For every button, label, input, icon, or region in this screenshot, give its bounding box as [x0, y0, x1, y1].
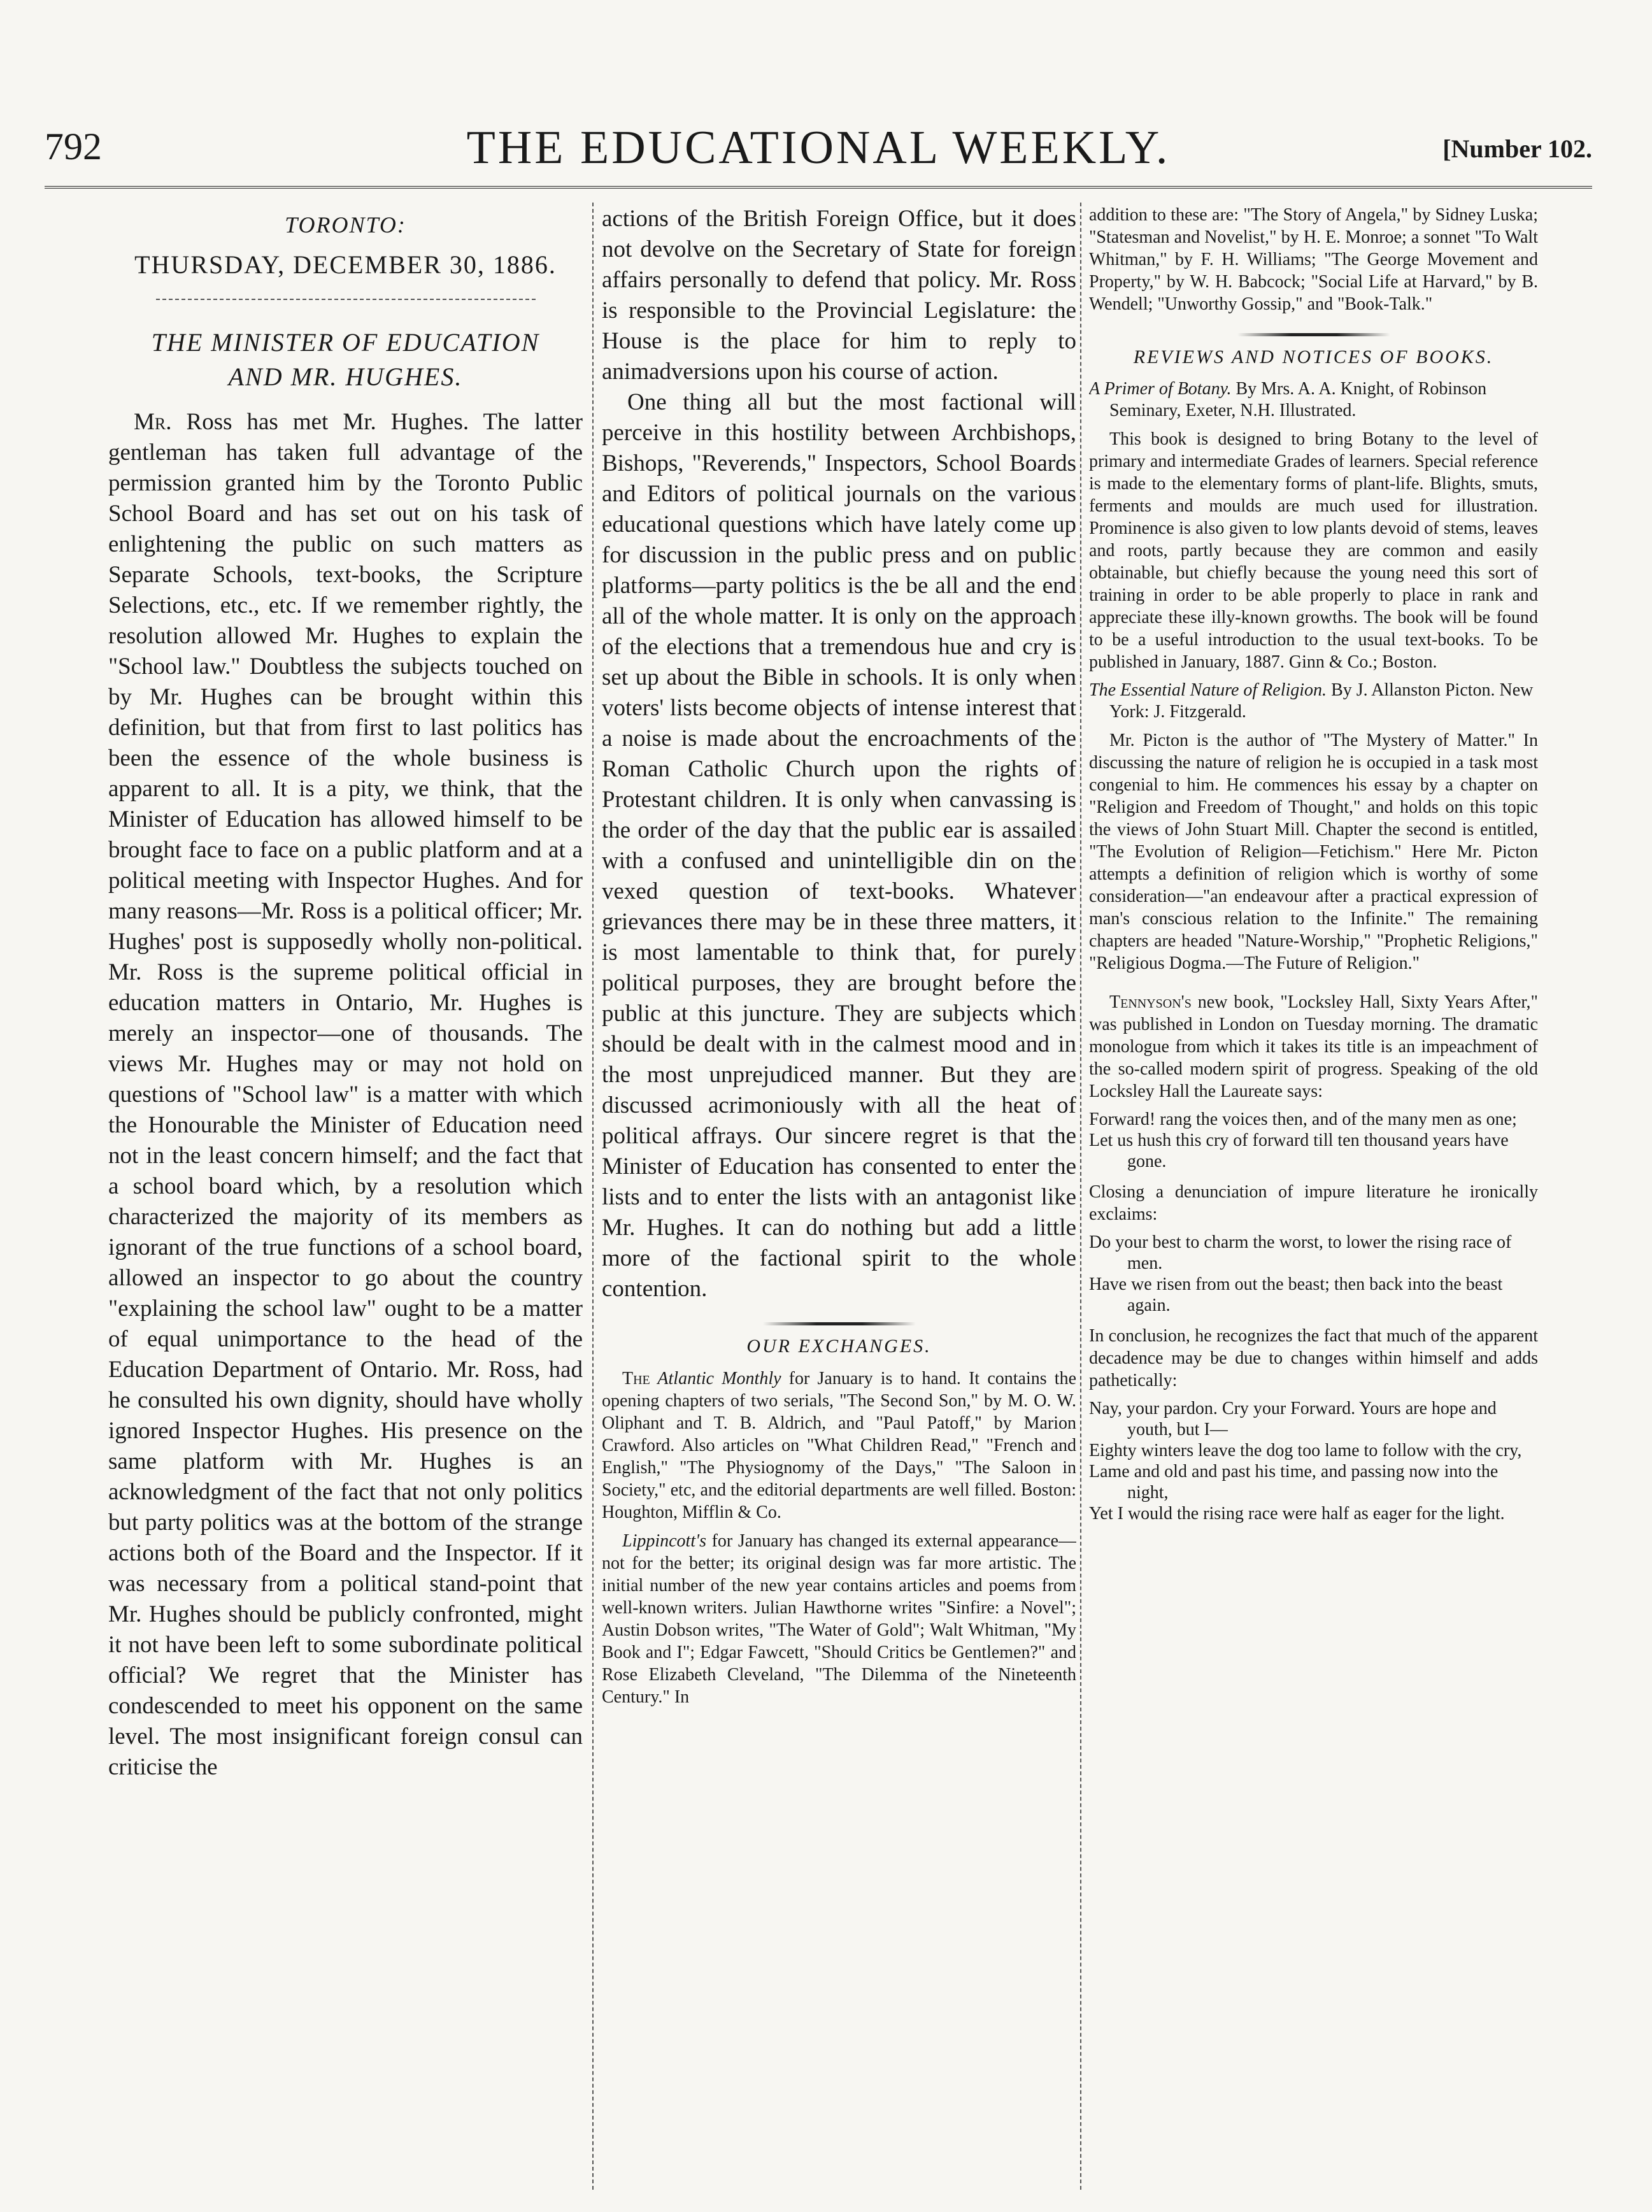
lead-word: Tennyson's	[1109, 992, 1192, 1012]
divider	[156, 299, 536, 300]
review-paragraph: In conclusion, he recognizes the fact that much of the apparent decadence may be due to changes within himself and adds pathetically:	[1089, 1326, 1538, 1390]
verse-line: Nay, your pardon. Cry your Forward. Yours are hope and youth, but I—	[1089, 1399, 1497, 1439]
headline-line: THE MINISTER OF EDUCATION	[151, 328, 540, 357]
magazine-title: Atlantic Monthly	[650, 1369, 781, 1388]
masthead: THE EDUCATIONAL WEEKLY.	[466, 122, 1171, 174]
verse-line: Do your best to charm the worst, to lower the rising race of men.	[1089, 1232, 1512, 1273]
headline-line: AND MR. HUGHES.	[228, 362, 463, 391]
lead-word: The	[622, 1369, 650, 1388]
article-paragraph: One thing all but the most factional will perceive in this hostility between Archbishops, Bishops, "Reverends," Inspectors, School Boards and Editors of political journals on the various educational questions which have lately come up for discussion in the public press and on public platforms—party politics is the be all and the end all of the whole matter. It is only on the approach of the elections that a tremendous hue and cry is set up about the Bible in schools. It is only when voters' lists become objects of intense interest that a noise is made about the encroachments of the Roman Catholic Church upon the rights of Protestant children. It is only when canvassing is the order of the day that the public ear is assailed with a confused and unintelligible din on the vexed question of text-books. Whatever grievances there may be in these three matters, it is most lamentable to think that, for purely political purposes, they are brought before the public at this juncture. They are subjects which should be dealt with in the calmest mood and in the most unprejudiced manner. But they are discussed acrimoniously with all the heat of political affrays. Our sincere regret is that the Minister of Education has consented to enter the lists and to enter the lists with an antagonist like Mr. Hughes. It can do nothing but add a little more of the factional spirit to the whole contention.	[602, 389, 1076, 1302]
exchange-paragraph	[602, 1530, 1076, 1708]
column-divider	[592, 203, 594, 2190]
section-divider	[763, 1322, 916, 1325]
page-header	[45, 122, 1592, 182]
verse-line: Lame and old and past his time, and passing now into the night,	[1089, 1462, 1499, 1502]
issue-number: [Number 102.	[1442, 134, 1592, 163]
review-paragraph: This book is designed to bring Botany to the level of primary and intermediate Grades of learners. Special reference is made to the elementary forms of plant-life. Blights, smuts, ferments and moulds are much used for illustration. Prominence is also given to low plants devoid of stems, leaves and roots, partly because they are common and easily obtainable, but chiefly because the young need this sort of training in order to be able properly to place in rank and appreciate these illy-known growths. The book will be found to be a useful introduction to the usual text-books. To be published in January, 1887. Ginn & Co.; Boston.	[1089, 429, 1538, 672]
paragraph-text: Ross has met Mr. Hughes. The latter gentleman has taken full advantage of the permission granted him by the Toronto Public School Board and has set out on his task of enlightening the public on such matters as Separate Schools, text-books, the Scripture Selections, etc., etc. If we remember rightly, the resolution allowed Mr. Hughes to explain the "School law." Doubtless the subjects touched on by Mr. Hughes can be brought within this definition, but that from first to last politics has been the essence of the whole business is apparent to all. It is a pity, we think, that the Minister of Education has allowed himself to be brought face to face on a public platform and at a political meeting with Inspector Hughes. And for many reasons—Mr. Ross is a political officer; Mr. Hughes' post is supposedly wholly non-political. Mr. Ross is the supreme political official in education matters in Ontario, Mr. Hughes is merely an inspector—one of thousands. The views Mr. Hughes may or may not hold on questions of "School law" is a matter with which the Honourable the Minister of Education need not in the least concern himself; and the fact that a school board which, by a resolution which characterized the majority of its members as ignorant of the true functions of a school board, allowed an inspector to go about the country "explaining the school law" ought to be a matter of equal unimportance to the head of the Education Department of Ontario. Mr. Ross, had he consulted his own dignity, should have wholly ignored Inspector Hughes. His presence on the same platform with Mr. Hughes is an acknowledgment of the fact that not only politics but party politics was at the bottom of the strange actions both of the Board and the Inspector. If it was necessary from a political stand-point that Mr. Hughes should be publicly confronted, might it not have been left to some subordinate political official? We regret that the Minister has condescended to meet his opponent on the same level. The most insignificant foreign consul can criticise the	[108, 409, 583, 1780]
verse-block	[1089, 1109, 1538, 1172]
review-paragraph: Mr. Picton is the author of "The Mystery of Matter." In discussing the nature of religion he is occupied in a task most congenial to him. He commences his essay by a chapter on "Religion and Freedom of Thought," and holds on this topic the views of John Stuart Mill. Chapter the second is entitled, "The Evolution of Religion—Fetichism." Here Mr. Picton attempts a definition of religion which is worthy of some consideration—"an endeavour after a practical expression of man's conscious relation to the Infinite." The remaining chapters are headed "Nature-Worship," "Prophetic Religions," "Religious Dogma.—The Future of Religion."	[1089, 731, 1538, 973]
exchange-paragraph: addition to these are: "The Story of Angela," by Sidney Luska; "Statesman and Novelist," by H. E. Monroe; a sonnet "To Walt Whitman," by F. H. Williams; "The George Movement and Property," by W. H. Babcock; "Social Life at Harvard," by B. Wendell; "Unworthy Gossip," and "Book-Talk."	[1089, 205, 1538, 314]
header-rule	[45, 186, 1592, 189]
column-3	[1089, 204, 1538, 1533]
book-author: By J. Allanston Picton. New York: J. Fitzgerald.	[1109, 680, 1534, 722]
magazine-title: Lippincott's	[622, 1531, 707, 1551]
reviews-heading: REVIEWS AND NOTICES OF BOOKS.	[1133, 346, 1494, 367]
verse-line: Let us hush this cry of forward till ten thousand years have gone.	[1089, 1131, 1509, 1171]
dateline-date: THURSDAY, DECEMBER 30, 1886.	[134, 250, 557, 279]
verse-line: Eighty winters leave the dog too lame to follow with the cry,	[1089, 1441, 1522, 1460]
verse-block	[1089, 1398, 1538, 1524]
lead-word: Mr.	[134, 409, 172, 435]
book-title: A Primer of Botany.	[1089, 379, 1232, 399]
column-2	[602, 204, 1076, 1715]
book-author: By Mrs. A. A. Knight, of Robinson Seminary, Exeter, N.H. Illustrated.	[1109, 379, 1487, 420]
article-paragraph	[108, 407, 583, 1783]
column-1	[108, 204, 583, 1783]
verse-line: Yet I would the rising race were half as eager for the light.	[1089, 1504, 1505, 1523]
paragraph-text: new book, "Locksley Hall, Sixty Years After," was published in London on Tuesday morning. The dramatic monologue from which it takes its title is an impeachment of the so-called modern spirit of progress. Speaking of the old Locksley Hall the Laureate says:	[1089, 992, 1538, 1101]
review-paragraph	[1089, 991, 1538, 1102]
book-entry-title	[1089, 378, 1538, 422]
verse-block	[1089, 1232, 1538, 1316]
dateline-city: TORONTO:	[285, 212, 406, 238]
paragraph-text: for January is to hand. It contains the opening chapters of two serials, "The Second Son," by M. O. W. Oliphant and T. B. Aldrich, and "Paul Patoff," by Marion Crawford. Also articles on "What Children Read," "French and English," "The Physiognomy of the Days," "The Saloon in Society," etc, and the editorial departments are well filled. Boston: Houghton, Mifflin & Co.	[602, 1369, 1076, 1522]
article-headline	[108, 325, 583, 394]
verse-line: Have we risen from out the beast; then back into the beast again.	[1089, 1274, 1503, 1315]
page-number: 792	[45, 125, 102, 168]
exchanges-heading: OUR EXCHANGES.	[746, 1336, 932, 1357]
book-title: The Essential Nature of Religion.	[1089, 680, 1327, 700]
book-entry-title	[1089, 680, 1538, 723]
column-divider	[1080, 203, 1081, 2190]
review-paragraph: Closing a denunciation of impure literature he ironically exclaims:	[1089, 1182, 1538, 1224]
verse-line: Forward! rang the voices then, and of the many men as one;	[1089, 1110, 1517, 1129]
section-divider	[1237, 333, 1390, 336]
exchange-paragraph	[602, 1367, 1076, 1523]
paragraph-text: for January has changed its external appearance—not for the better; its original design was far more artistic. The initial number of the new year contains articles and poems from well-known writers. Julian Hawthorne writes "Sinfire: a Novel"; Austin Dobson writes, "The Water of Gold"; Walt Whitman, "My Book and I"; Edgar Fawcett, "Should Critics be Gentlemen?" and Rose Elizabeth Cleveland, "The Dilemma of the Nineteenth Century." In	[602, 1531, 1076, 1707]
article-paragraph: actions of the British Foreign Office, but it does not devolve on the Secretary of State for foreign affairs personally to defend that policy. Mr. Ross is responsible to the Provincial Legislature: the House is the place for him to reply to animadversions upon his course of action.	[602, 206, 1076, 385]
